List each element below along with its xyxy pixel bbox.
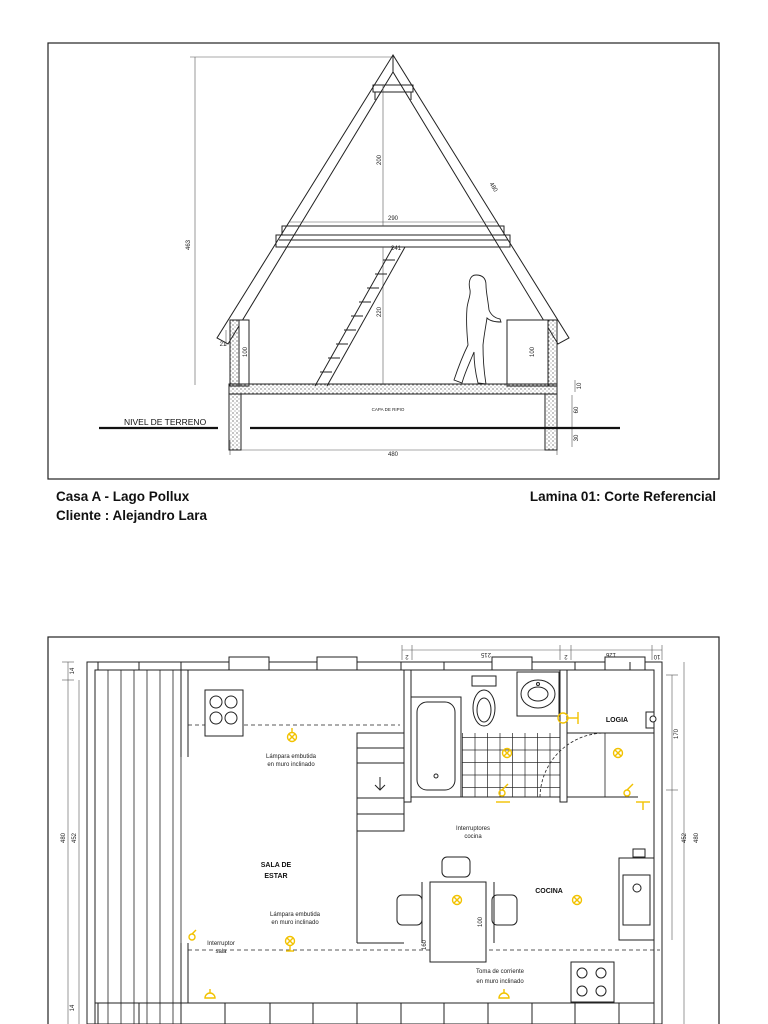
dim-right-outer: 480 bbox=[694, 832, 700, 844]
note-lamp1-line2: en muro inclinado bbox=[267, 762, 315, 768]
note-lamp2-line1: Lámpara embutida bbox=[269, 912, 321, 918]
dim-wall-right: 100 bbox=[530, 346, 536, 358]
dim-top-c: 2 bbox=[564, 653, 568, 659]
room-cocina: COCINA bbox=[535, 888, 563, 895]
dim-total-height: 463 bbox=[186, 239, 192, 251]
ground-level-label: NIVEL DE TERRENO bbox=[124, 417, 207, 427]
toilet bbox=[472, 676, 496, 726]
bathroom-sink bbox=[517, 672, 559, 716]
dim-left-inner: 452 bbox=[72, 832, 78, 844]
section-frame bbox=[48, 43, 719, 479]
logia-fixture bbox=[646, 712, 656, 728]
dim-foundation-1: 60 bbox=[574, 406, 580, 414]
dim-base-width: 480 bbox=[387, 452, 399, 458]
bathtub bbox=[411, 697, 461, 797]
room-logia: LOGIA bbox=[605, 717, 629, 724]
dim-loft-width: 290 bbox=[387, 216, 399, 222]
dim-right-logia: 170 bbox=[674, 728, 680, 740]
dim-eave-left: 21 bbox=[219, 342, 227, 348]
note-lamp1-line1: Lámpara embutida bbox=[265, 754, 317, 760]
client-name: Cliente : Alejandro Lara bbox=[56, 508, 208, 523]
dim-left-top: 14 bbox=[70, 667, 76, 675]
bathroom-tiles bbox=[462, 733, 560, 797]
dim-top-e: 10 bbox=[653, 653, 661, 659]
dim-top-a: 2 bbox=[405, 653, 409, 659]
dim-top-b: 215 bbox=[480, 651, 492, 657]
dim-left-bottom: 14 bbox=[70, 1004, 76, 1012]
project-caption bbox=[56, 487, 207, 525]
dim-roof-rise: 200 bbox=[377, 154, 383, 166]
stove-kitchen bbox=[571, 962, 614, 1002]
section-drawing bbox=[48, 43, 719, 479]
stove-left bbox=[205, 690, 243, 736]
dim-wall-left: 100 bbox=[243, 346, 249, 358]
dim-loft-height: 241 bbox=[390, 246, 402, 252]
sheet-caption bbox=[530, 487, 716, 506]
note-outlet-line1: Toma de corriente bbox=[475, 969, 525, 975]
note-lamp2-line2: en muro inclinado bbox=[271, 920, 319, 926]
dim-table-a: 100 bbox=[478, 916, 484, 928]
room-sala-line1: SALA DE bbox=[260, 862, 292, 869]
dim-left-outer: 480 bbox=[61, 832, 67, 844]
dim-floor-slab: 10 bbox=[577, 382, 583, 390]
dim-rafter: 480 bbox=[487, 181, 499, 194]
note-switches-line2: cocina bbox=[464, 834, 482, 840]
note-switches-line1: Interruptores bbox=[455, 826, 491, 832]
dim-table-b: 160 bbox=[422, 939, 428, 951]
sheet-title: Lamina 01: Corte Referencial bbox=[529, 489, 716, 504]
note-switch-sala-line2: sala bbox=[215, 949, 227, 955]
note-switch-sala-line1: Interruptor bbox=[207, 941, 235, 947]
floor-plan bbox=[48, 637, 719, 1024]
kitchen-counter bbox=[619, 849, 654, 940]
project-title: Casa A - Lago Pollux bbox=[56, 489, 190, 504]
dim-foundation-2: 30 bbox=[574, 434, 580, 442]
dim-floor-to-loft: 220 bbox=[377, 306, 383, 318]
room-sala-line2: ESTAR bbox=[264, 873, 288, 880]
dim-top-d: 126 bbox=[605, 651, 617, 657]
note-outlet-line2: en muro inclinado bbox=[476, 979, 524, 985]
dim-right-inner: 452 bbox=[682, 832, 688, 844]
gravel-layer-label: CAPA DE RIPIO bbox=[371, 407, 405, 412]
